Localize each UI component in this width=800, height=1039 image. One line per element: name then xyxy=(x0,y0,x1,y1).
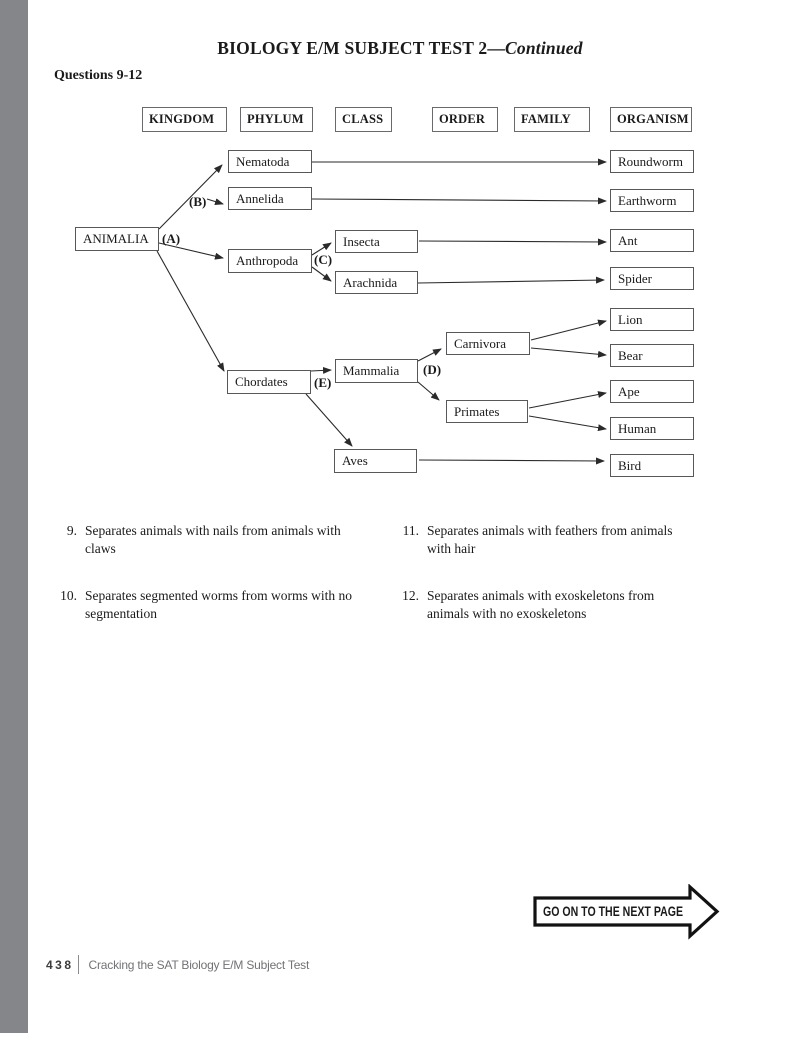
node-arachnida: Arachnida xyxy=(335,271,418,294)
question-11-text: Separates animals with feathers from animals with hair xyxy=(427,523,673,556)
question-10 xyxy=(50,587,370,623)
node-roundworm: Roundworm xyxy=(610,150,694,173)
page-number: 438 xyxy=(46,957,74,972)
arrow-primates-human xyxy=(529,416,606,429)
arrow-carnivora-lion xyxy=(531,321,606,340)
column-header-phylum: PHYLUM xyxy=(240,107,313,132)
arrow-b-annelida xyxy=(207,199,223,204)
node-animalia: ANIMALIA xyxy=(75,227,159,251)
arrow-aves-bird xyxy=(419,460,604,461)
node-bear: Bear xyxy=(610,344,694,367)
question-12-number: 12. xyxy=(402,588,419,603)
question-12-text: Separates animals with exoskeletons from animals with no exoskeletons xyxy=(427,588,655,621)
branch-label-a: (A) xyxy=(162,231,181,246)
page-title-continued: Continued xyxy=(505,38,583,58)
question-11-number: 11. xyxy=(402,523,419,538)
arrow-chordates-aves xyxy=(306,394,352,446)
arrow-animalia-chordates xyxy=(157,251,224,371)
arrow-annelida-earthworm xyxy=(312,199,606,201)
node-nematoda: Nematoda xyxy=(228,150,312,173)
column-header-organism: ORGANISM xyxy=(610,107,692,132)
column-header-class: CLASS xyxy=(335,107,392,132)
arrow-mammalia-primates xyxy=(418,382,439,400)
branch-label-d: (D) xyxy=(423,362,442,377)
branch-label-e: (E) xyxy=(314,375,332,390)
question-12 xyxy=(392,587,699,623)
question-10-number: 10. xyxy=(60,588,77,603)
node-aves: Aves xyxy=(334,449,417,473)
question-10-text: Separates segmented worms from worms with no segmentation xyxy=(85,588,352,621)
column-header-order: ORDER xyxy=(432,107,498,132)
arrow-arachnida-spider xyxy=(418,280,604,283)
node-annelida: Annelida xyxy=(228,187,312,210)
branch-label-c: (C) xyxy=(314,252,333,267)
node-primates: Primates xyxy=(446,400,528,423)
node-anthropoda: Anthropoda xyxy=(228,249,312,273)
book-title: Cracking the SAT Biology E/M Subject Test xyxy=(88,957,310,972)
node-earthworm: Earthworm xyxy=(610,189,694,212)
arrow-carnivora-bear xyxy=(531,348,606,355)
node-chordates: Chordates xyxy=(227,370,311,394)
node-mammalia: Mammalia xyxy=(335,359,418,383)
page-title-main: BIOLOGY E/M SUBJECT TEST 2— xyxy=(217,38,506,58)
column-header-kingdom: KINGDOM xyxy=(142,107,227,132)
arrow-insecta-ant xyxy=(419,241,606,242)
go-on-next-page-arrow xyxy=(533,884,723,940)
question-9-text: Separates animals with nails from animals with claws xyxy=(85,523,341,556)
arrow-mammalia-carnivora xyxy=(418,349,441,361)
node-ant: Ant xyxy=(610,229,694,252)
arrow-primates-ape xyxy=(529,393,606,408)
node-lion: Lion xyxy=(610,308,694,331)
footer-divider xyxy=(78,955,79,974)
node-bird: Bird xyxy=(610,454,694,477)
column-header-family: FAMILY xyxy=(514,107,590,132)
node-insecta: Insecta xyxy=(335,230,418,253)
book-footer xyxy=(46,955,309,974)
arrow-anthropoda-arachnida xyxy=(312,267,331,281)
questions-range-label: Questions 9-12 xyxy=(54,68,143,83)
branch-label-b: (B) xyxy=(189,194,207,209)
node-spider: Spider xyxy=(610,267,694,290)
question-11 xyxy=(392,522,699,558)
go-on-label: GO ON TO THE NEXT PAGE xyxy=(543,904,683,919)
node-carnivora: Carnivora xyxy=(446,332,530,355)
question-9-number: 9. xyxy=(66,523,77,538)
node-human: Human xyxy=(610,417,694,440)
node-ape: Ape xyxy=(610,380,694,403)
question-9 xyxy=(50,522,370,558)
arrow-chordates-mammalia xyxy=(311,370,331,371)
